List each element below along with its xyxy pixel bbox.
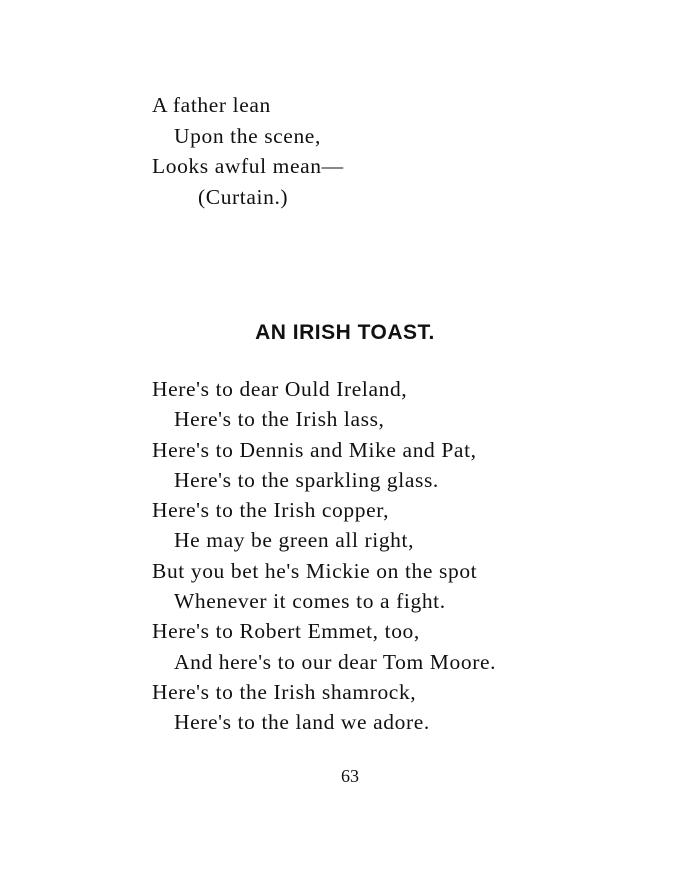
- verse-line: Looks awful mean—: [152, 154, 344, 178]
- poem-line: Here's to Robert Emmet, too,: [152, 619, 420, 644]
- opening-verse: [152, 90, 344, 212]
- poem-line: Here's to dear Ould Ireland,: [152, 377, 408, 401]
- verse-line: A father lean: [152, 93, 271, 117]
- poem-line: Here's to the land we adore.: [174, 710, 430, 735]
- poem-line: Here's to the sparkling glass.: [174, 467, 439, 492]
- poem-line: He may be green all right,: [174, 528, 415, 553]
- verse-line: Upon the scene,: [174, 123, 321, 148]
- poem-line: Here's to the Irish shamrock,: [152, 679, 417, 704]
- poem-line: Here's to the Irish copper,: [152, 498, 390, 523]
- verse-line: (Curtain.): [198, 184, 289, 209]
- poem-line: Here's to the Irish lass,: [174, 407, 385, 432]
- poem-body: [152, 374, 496, 738]
- poem-line: And here's to our dear Tom Moore.: [174, 649, 497, 674]
- poem-line: But you bet he's Mickie on the spot: [152, 558, 478, 583]
- poem-line: Whenever it comes to a fight.: [174, 589, 446, 614]
- poem-line: Here's to Dennis and Mike and Pat,: [152, 437, 477, 462]
- page-number: 63: [341, 766, 359, 786]
- poem-title: AN IRISH TOAST.: [255, 321, 435, 344]
